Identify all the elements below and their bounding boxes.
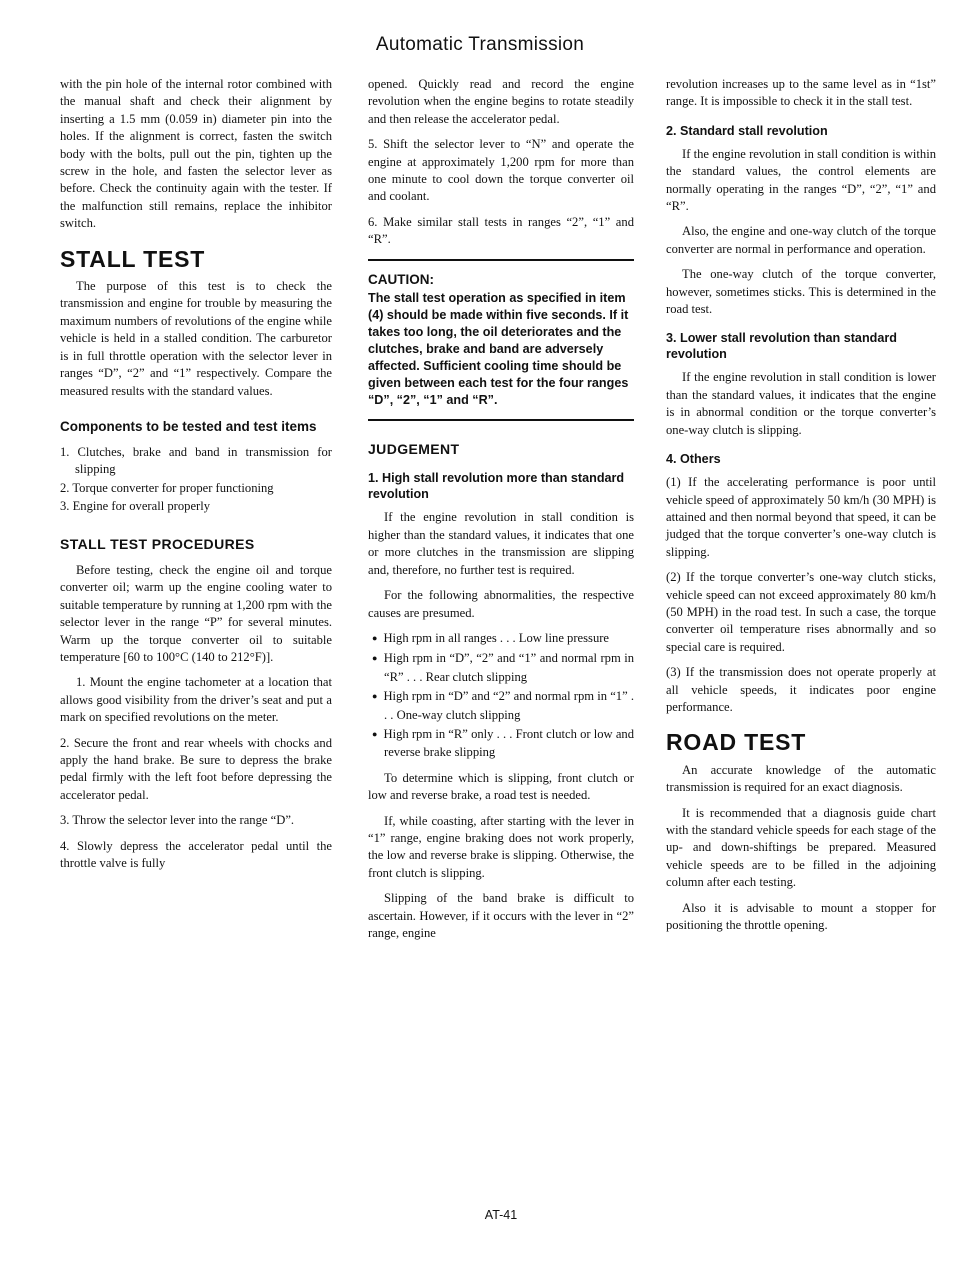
components-list [60, 444, 332, 516]
page-number: AT-41 [484, 1208, 518, 1222]
list-item: ● High rpm in “R” only . . . Front clutch or low and reverse brake slipping [368, 726, 634, 762]
others-item: (1) If the accelerating performance is poor until vehicle speed of approximately 50 km/h (30 MPH) is attained and then normal beyond that speed, it can be judged that the torque converter’s one-way clutch is slipping. [666, 475, 936, 559]
stall-test-paragraph: The purpose of this test is to check the transmission and engine for trouble by measuring the maximum numbers of revolutions of the engine while vehicle is held in a stalled condition. The carburetor is in full throttle operation with the selector lever in ranges “D”, “2” and “1” respectively. Compare the measured results with the standard values. [60, 279, 332, 398]
page-header: Automatic Transmission [375, 34, 585, 55]
caution-top-rule [368, 259, 634, 261]
road-test-paragraph: It is recommended that a diagnosis guide chart with the standard vehicle speeds for each stage of the up- and down-shiftings be prepared. Measured vehicle speeds are to be filled in the adjoining column after each testing. [666, 805, 936, 890]
list-item: 2. Torque converter for proper functioning [60, 480, 274, 495]
stall-test-heading: STALL TEST [60, 245, 206, 272]
others-item: (3) If the transmission does not operate properly at all vehicle speeds, it indicates poor engine performance. [666, 665, 936, 714]
caution-title: CAUTION: [368, 271, 434, 287]
coasting-paragraph: If, while coasting, after starting with the lever in “1” range, engine braking does not work properly, the low and reverse brake is slipping. Otherwise, the front clutch is slipping. [368, 813, 634, 880]
determine-paragraph: To determine which is slipping, front clutch or low and reverse brake, a road test is needed. [368, 770, 634, 803]
intro-paragraph: with the pin hole of the internal rotor combined with the manual shaft and check their alignment by inserting a 1.5 mm (0.059 in) diameter pin into the holes. If the alignment is correct, fasten the switch body with the bolts, pull out the pin, tighten up the screw in the hole, and fasten the selector lever as before. Check the continuity again with the tester. If the malfunction still remains, replace the inhibitor switch. [60, 77, 332, 231]
step-item: 4. Slowly depress the accelerator pedal until the throttle valve is fully [60, 838, 332, 871]
high-stall-heading: 1. High stall revolution more than standard revolution [368, 471, 625, 502]
column-left [60, 76, 332, 880]
road-test-paragraph: Also it is advisable to mount a stopper for positioning the throttle opening. [666, 900, 936, 933]
step-item: 2. Secure the front and rear wheels with chocks and apply the hand brake. Be sure to depress the brake pedal firmly with the left foot before depressing the accelerator pedal. [60, 735, 332, 802]
judgement-heading: JUDGEMENT [368, 441, 460, 458]
standard-stall-paragraph: Also, the engine and one-way clutch of the torque converter are normal in performance and operation. [666, 224, 936, 256]
standard-stall-paragraph: If the engine revolution in stall condition is within the standard values, the control elements are normally operating in the ranges “D”, “2”, “1” and “R”. [666, 146, 936, 214]
procedures-paragraph: Before testing, check the engine oil and torque converter oil; warm up the engine cooling water to suitable temperature by running at 1,200 rpm with the selector lever in the range “P” for several minutes. Warm up the torque converter oil to suitable temperature [60 to 100°C (140 to 212°F)]. [60, 562, 332, 664]
abnormalities-paragraph: For the following abnormalities, the respective causes are presumed. [368, 588, 634, 620]
column-middle [368, 76, 634, 950]
step-item: 6. Make similar stall tests in ranges “2”, “1” and “R”. [368, 214, 634, 247]
list-item: 3. Engine for overall properly [60, 499, 211, 514]
lower-stall-paragraph: If the engine revolution in stall condition is lower than the standard values, it indicates that the engine is in abnormal condition or the torque converter’s one-way clutch is slipping. [666, 370, 936, 437]
continued-paragraph: revolution increases up to the same level as in “1st” range. It is impossible to check it in the stall test. [666, 77, 936, 109]
list-item: ● High rpm in “D” and “2” and normal rpm in “1” . . . One-way clutch slipping [368, 688, 634, 724]
others-heading: 4. Others [666, 452, 721, 467]
road-test-paragraph: An accurate knowledge of the automatic transmission is required for an exact diagnosis. [666, 762, 936, 795]
caution-body: The stall test operation as specified in item (4) should be made within five seconds. If it takes too long, the oil deteriorates and the clutches, brake and band are adversely affected. Sufficient cooling time should be given between each test for the four ranges “D”, “2”, “1” and “R”. [368, 291, 629, 408]
step-item: 1. Mount the engine tachometer at a location that allows good visibility from the driver’s seat and put a mark on specified revolutions on the meter. [60, 675, 332, 725]
list-item: 1. Clutches, brake and band in transmission for slipping [60, 444, 332, 477]
procedures-heading: STALL TEST PROCEDURES [60, 535, 255, 552]
list-item: ● High rpm in all ranges . . . Low line pressure [368, 630, 634, 648]
abnormalities-list [368, 630, 634, 762]
standard-stall-paragraph: The one-way clutch of the torque converter, however, sometimes sticks. This is determined in the road test. [666, 267, 936, 317]
high-stall-paragraph: If the engine revolution in stall condition is higher than the standard values, it indicates that one or more clutches in the transmission are slipping and, therefore, no further test is required. [368, 510, 634, 577]
components-heading: Components to be tested and test items [60, 418, 317, 434]
list-item: ● High rpm in “D”, “2” and “1” and normal rpm in “R” . . . Rear clutch slipping [368, 650, 634, 686]
step-item: 5. Shift the selector lever to “N” and operate the engine at approximately 1,200 rpm for more than one minute to cool down the torque converter oil and coolant. [368, 137, 634, 204]
step-item: 3. Throw the selector lever into the range “D”. [60, 813, 295, 828]
lower-stall-heading: 3. Lower stall revolution than standard revolution [666, 331, 897, 362]
standard-stall-heading: 2. Standard stall revolution [666, 123, 828, 138]
column-right [666, 76, 936, 942]
continued-paragraph: opened. Quickly read and record the engine revolution when the engine begins to rotate steadily and then release the accelerator pedal. [368, 77, 634, 126]
caution-bottom-rule [368, 419, 634, 421]
road-test-heading: ROAD TEST [666, 729, 807, 756]
band-brake-paragraph: Slipping of the band brake is difficult to ascertain. However, if it occurs with the lever in “2” range, engine [368, 891, 634, 940]
others-item: (2) If the torque converter’s one-way clutch sticks, vehicle speed can not exceed approximately 80 km/h (50 MPH) in the road test. In such a case, the torque converter oil temperature rises abnormally and so special care is required. [666, 570, 936, 654]
